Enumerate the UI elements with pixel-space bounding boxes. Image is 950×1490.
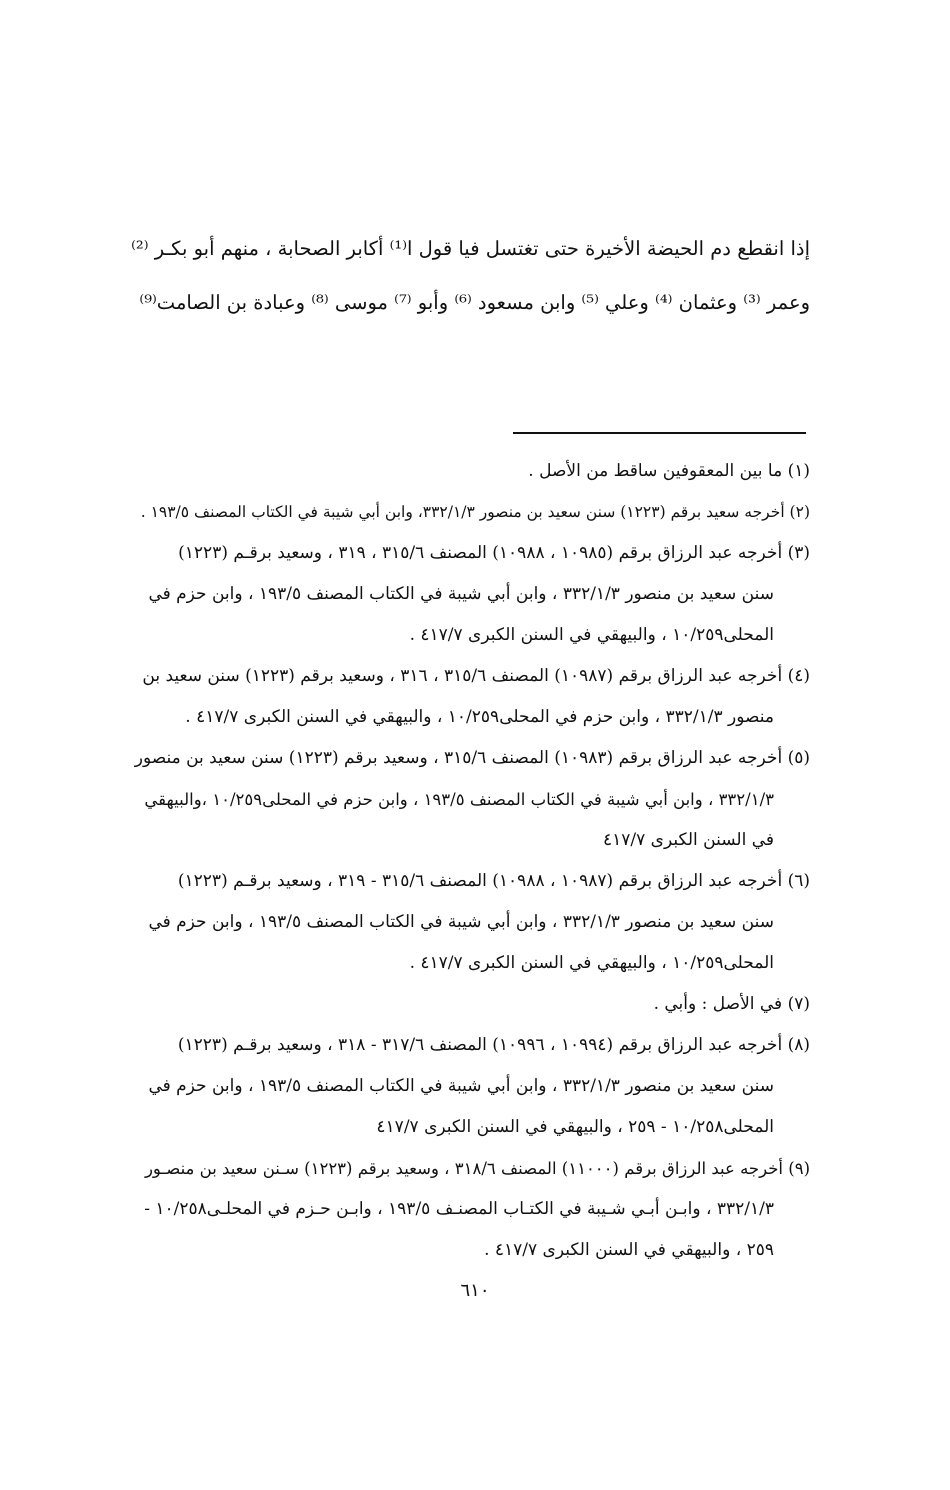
footnote-line: (٨) أخرجه عبد الرزاق برقم (١٠٩٩٤ ، ١٠٩٩٦) المصنف ٣١٧/٦ - ٣١٨ ، وسعيد برقـم (١٢٢٣) xyxy=(177,1035,810,1055)
footnote-9 xyxy=(130,1148,810,1271)
footnote-3 xyxy=(130,533,810,656)
footnote-line: المحلى١٠/٢٥٨ - ٢٥٩ ، والبيهقي في السنن الكبرى ٤١٧/٧ xyxy=(376,1117,774,1137)
footnote-line: المحلى١٠/٢٥٩ ، والبيهقي في السنن الكبرى ٤١٧/٧ . xyxy=(409,625,774,645)
footnote-1 xyxy=(130,451,810,492)
main-text-line: وعمر ⁽³⁾ وعثمان ⁽⁴⁾ وعلي ⁽⁵⁾ وابن مسعود ⁽⁶⁾ وأبو ⁽⁷⁾ موسى ⁽⁸⁾ وعبادة بن الصامت⁽⁹⁾ xyxy=(139,291,810,314)
footnote-2 xyxy=(130,492,810,533)
footnotes-list xyxy=(130,451,810,1271)
footnote-separator xyxy=(513,432,806,434)
footnote-line: (٥) أخرجه عبد الرزاق برقم (١٠٩٨٣) المصنف ٣١٥/٦ ، وسعيد برقم (١٢٢٣) سنن سعيد بن منصور xyxy=(134,748,810,768)
main-text-line: إذا انقطع دم الحيضة الأخيرة حتى تغتسل فيا قول ا⁽¹⁾ أكابر الصحابة ، منهم أبو بكـر ⁽²⁾ xyxy=(131,237,810,260)
footnote-line: (٧) في الأصل : وأبي . xyxy=(653,994,810,1014)
footnote-line: ٣٣٢/١/٣ ، وابن أبي شيبة في الكتاب المصنف ١٩٣/٥ ، وابن حزم في المحلى١٠/٢٥٩ ،والبيهقي xyxy=(144,790,774,809)
footnote-line: سنن سعيد بن منصور ٣٣٢/١/٣ ، وابن أبي شيبة في الكتاب المصنف ١٩٣/٥ ، وابن حزم في xyxy=(148,1076,774,1096)
footnote-line: ٣٣٢/١/٣ ، وابـن أبـي شـيبة في الكتـاب المصنـف ١٩٣/٥ ، وابـن حـزم في المحلـى١٠/٢٥٨ - xyxy=(144,1199,774,1219)
page-number: ٦١٠ xyxy=(460,1280,490,1301)
footnote-line: سنن سعيد بن منصور ٣٣٢/١/٣ ، وابن أبي شيبة في الكتاب المصنف ١٩٣/٥ ، وابن حزم في xyxy=(148,584,774,604)
footnote-line: (٤) أخرجه عبد الرزاق برقم (١٠٩٨٧) المصنف ٣١٥/٦ ، ٣١٦ ، وسعيد برقم (١٢٢٣) سنن سعيد بن xyxy=(142,666,810,686)
footnote-line: ٢٥٩ ، والبيهقي في السنن الكبرى ٤١٧/٧ . xyxy=(484,1240,774,1260)
footnote-line: (٣) أخرجه عبد الرزاق برقم (١٠٩٨٥ ، ١٠٩٨٨) المصنف ٣١٥/٦ ، ٣١٩ ، وسعيد برقـم (١٢٢٣) xyxy=(178,543,810,563)
footnote-line: (٢) أخرجه سعيد برقم (١٢٢٣) سنن سعيد بن منصور ٣٣٢/١/٣، وابن أبي شيبة في الكتاب المصنف ١٩٣/٥ . xyxy=(140,503,810,521)
footnote-line: سنن سعيد بن منصور ٣٣٢/١/٣ ، وابن أبي شيبة في الكتاب المصنف ١٩٣/٥ ، وابن حزم في xyxy=(148,912,774,932)
footnote-line: (٩) أخرجه عبد الرزاق برقم (١١٠٠٠) المصنف ٣١٨/٦ ، وسعيد برقم (١٢٢٣) سـنن سعيد بن منصـور xyxy=(144,1159,810,1178)
main-paragraph xyxy=(130,222,810,330)
footnote-4 xyxy=(130,656,810,738)
footnote-7 xyxy=(130,984,810,1025)
footnote-6 xyxy=(130,861,810,984)
footnote-line: المحلى١٠/٢٥٩ ، والبيهقي في السنن الكبرى ٤١٧/٧ . xyxy=(409,953,774,973)
footnote-line: (١) ما بين المعقوفين ساقط من الأصل . xyxy=(528,461,810,481)
footnote-line: في السنن الكبرى ٤١٧/٧ xyxy=(602,830,774,850)
footnote-line: (٦) أخرجه عبد الرزاق برقم (١٠٩٨٧ ، ١٠٩٨٨) المصنف ٣١٥/٦ - ٣١٩ ، وسعيد برقـم (١٢٢٣) xyxy=(177,871,810,891)
footnote-8 xyxy=(130,1025,810,1148)
footnote-5 xyxy=(130,738,810,861)
footnote-line: منصور ٣٣٢/١/٣ ، وابن حزم في المحلى١٠/٢٥٩ ، والبيهقي في السنن الكبرى ٤١٧/٧ . xyxy=(185,707,774,727)
